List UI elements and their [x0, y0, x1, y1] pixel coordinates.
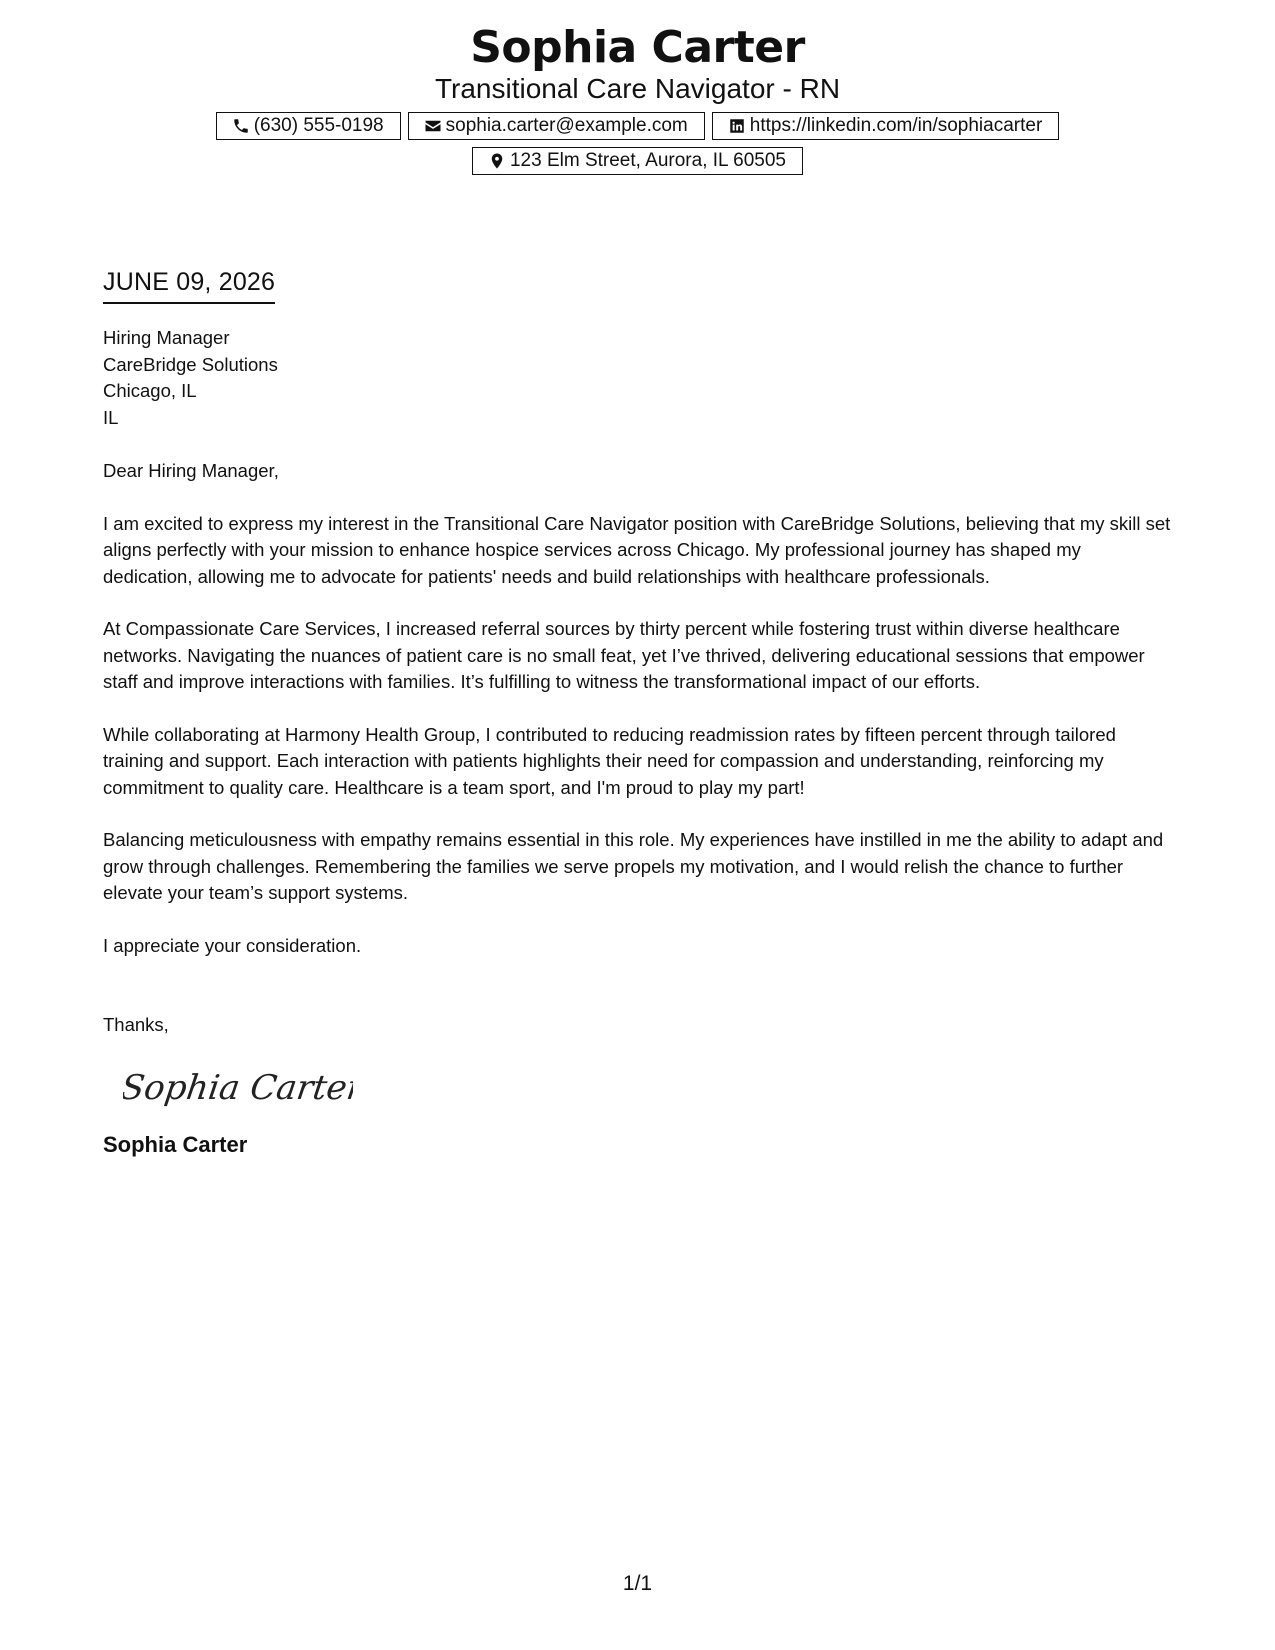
phone-contact	[216, 112, 401, 140]
body-paragraph: At Compassionate Care Services, I increased referral sources by thirty percent while fostering trust within diverse healthcare networks. Navigating the nuances of patient care is no small feat, yet I’ve thrived, delivering educational sessions that empower staff and improve interactions with families. It’s fulfilling to witness the transformational impact of our efforts.	[103, 618, 1145, 692]
email-contact	[408, 112, 705, 140]
signature-text: Sophia Carter	[123, 1067, 353, 1108]
recipient-line: IL	[103, 406, 119, 428]
recipient-line: Hiring Manager	[103, 327, 230, 348]
body-paragraph: I am excited to express my interest in the Transitional Care Navigator position with CareBridge Solutions, believing that my skill set aligns perfectly with your mission to enhance hospice services across Chicago. My professional journey has shaped my dedication, allowing me to advocate for patients' needs and build relationships with healthcare professionals.	[103, 512, 1171, 587]
body-paragraph: While collaborating at Harmony Health Group, I contributed to reducing readmission rates by fifteen percent through tailored training and support. Each interaction with patients highlights their need for compassion and understanding, reinforcing my commitment to quality care. Healthcare is a team sport, and I'm proud to play my part!	[103, 723, 1116, 798]
address-row	[0, 147, 1275, 175]
linkedin-icon	[727, 116, 747, 136]
address-text: 123 Elm Street, Aurora, IL 60505	[509, 150, 787, 171]
applicant-title: Transitional Care Navigator - RN	[434, 73, 841, 104]
address-contact	[472, 147, 803, 175]
map-pin-icon	[487, 151, 507, 171]
closing-line: I appreciate your consideration.	[103, 934, 362, 956]
linkedin-contact	[712, 112, 1060, 140]
phone-icon	[231, 116, 251, 136]
applicant-name: Sophia Carter	[470, 22, 805, 73]
body-paragraph: Balancing meticulousness with empathy remains essential in this role. My experiences have instilled in me the ability to adapt and grow through challenges. Remembering the families we serve propels my motivation, and I would relish the chance to further elevate your team’s support systems.	[103, 829, 1164, 903]
recipient-line: CareBridge Solutions	[103, 353, 278, 375]
salutation: Dear Hiring Manager,	[103, 460, 279, 481]
linkedin-text: https://linkedin.com/in/sophiacarter	[749, 115, 1043, 136]
letter-header	[0, 22, 1275, 175]
recipient-block	[103, 325, 1173, 431]
page-number: 1/1	[622, 1572, 653, 1595]
contact-row	[0, 112, 1275, 140]
letter-date: JUNE 09, 2026	[103, 266, 275, 304]
recipient-line: Chicago, IL	[103, 380, 197, 401]
phone-text: (630) 555-0198	[253, 115, 384, 136]
email-text: sophia.carter@example.com	[445, 115, 688, 136]
envelope-icon	[423, 116, 443, 136]
signer-name: Sophia Carter	[103, 1131, 248, 1157]
letter-body	[103, 266, 1173, 1159]
sign-off: Thanks,	[103, 1014, 169, 1035]
handwritten-signature	[123, 1061, 353, 1117]
